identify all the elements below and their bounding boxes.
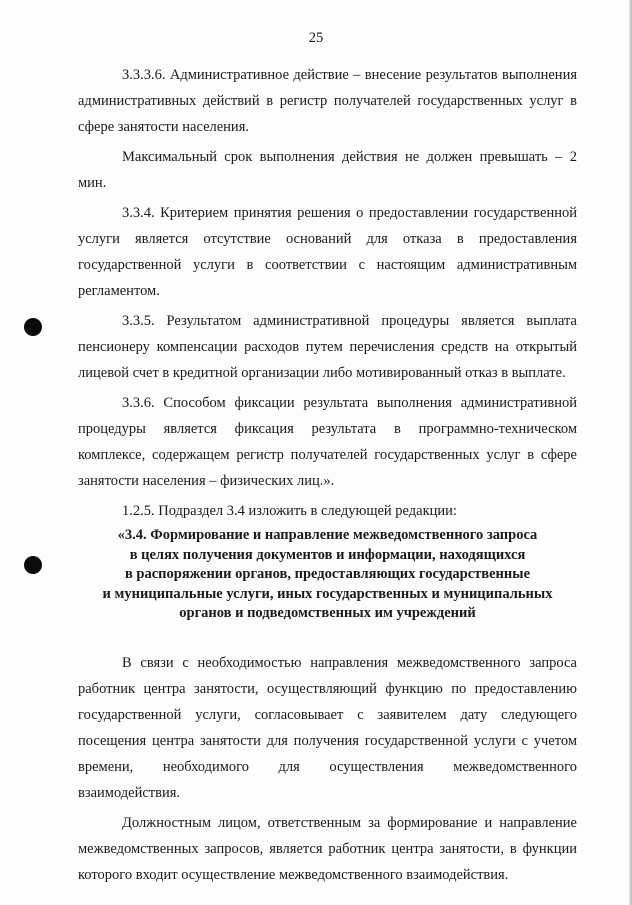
- paragraph-1-2-5: 1.2.5. Подраздел 3.4 изложить в следующей редакции:: [122, 503, 457, 519]
- heading-line: в целях получения документов и информации, находящихся: [129, 546, 526, 563]
- paragraph-3-3-6: 3.3.6. Способом фиксации результата выполнения административной процедуры является фиксация результата в программно-техническом комплексе, содержащем регистр получателей государственных услуг в сфере занятости населения – физических лиц.».: [78, 395, 577, 489]
- paragraph-max-duration: Максимальный срок выполнения действия не должен превышать – 2 мин.: [78, 149, 577, 191]
- heading-line: «3.4. Формирование и направление межведомственного запроса: [117, 527, 538, 543]
- punch-hole-mark: [24, 556, 42, 574]
- heading-line: и муниципальные услуги, иных государственных и муниципальных: [102, 585, 553, 602]
- section-heading-3-4: [78, 526, 577, 624]
- paragraph-interagency-request: В связи с необходимостью направления межведомственного запроса работник центра занятости, осуществляющий функцию по предоставлению государственной услуги, согласовывает с заявителем дату следующего посещения центра занятости для получения государственной услуги с учетом времени, необходимого для осуществления межведомственного взаимодействия.: [78, 654, 577, 801]
- heading-line: органов и подведомственных им учреждений: [179, 605, 476, 621]
- page-number: 25: [308, 30, 324, 46]
- paragraph-responsible-official: Должностным лицом, ответственным за формирование и направление межведомственных запросов, является работник центра занятости, в функции которого входит осуществление межведомственного взаимодействия.: [78, 814, 577, 883]
- paragraph-3-3-3-6: 3.3.3.6. Административное действие – внесение результатов выполнения административных действий в регистр получателей государственных услуг в сфере занятости населения.: [78, 67, 577, 135]
- document-body: [78, 62, 577, 888]
- punch-hole-mark: [24, 318, 42, 336]
- heading-line: в распоряжении органов, предоставляющих государственные: [124, 566, 531, 582]
- paragraph-3-3-5: 3.3.5. Результатом административной процедуры является выплата пенсионеру компенсации расходов путем перечисления средств на открытый лицевой счет в кредитной организации либо мотивированный отказ в выплате.: [78, 313, 577, 381]
- paragraph-3-3-4: 3.3.4. Критерием принятия решения о предоставлении государственной услуги является отсутствие оснований для отказа в предоставления государственной услуги в соответствии с настоящим административным регламентом.: [78, 205, 577, 299]
